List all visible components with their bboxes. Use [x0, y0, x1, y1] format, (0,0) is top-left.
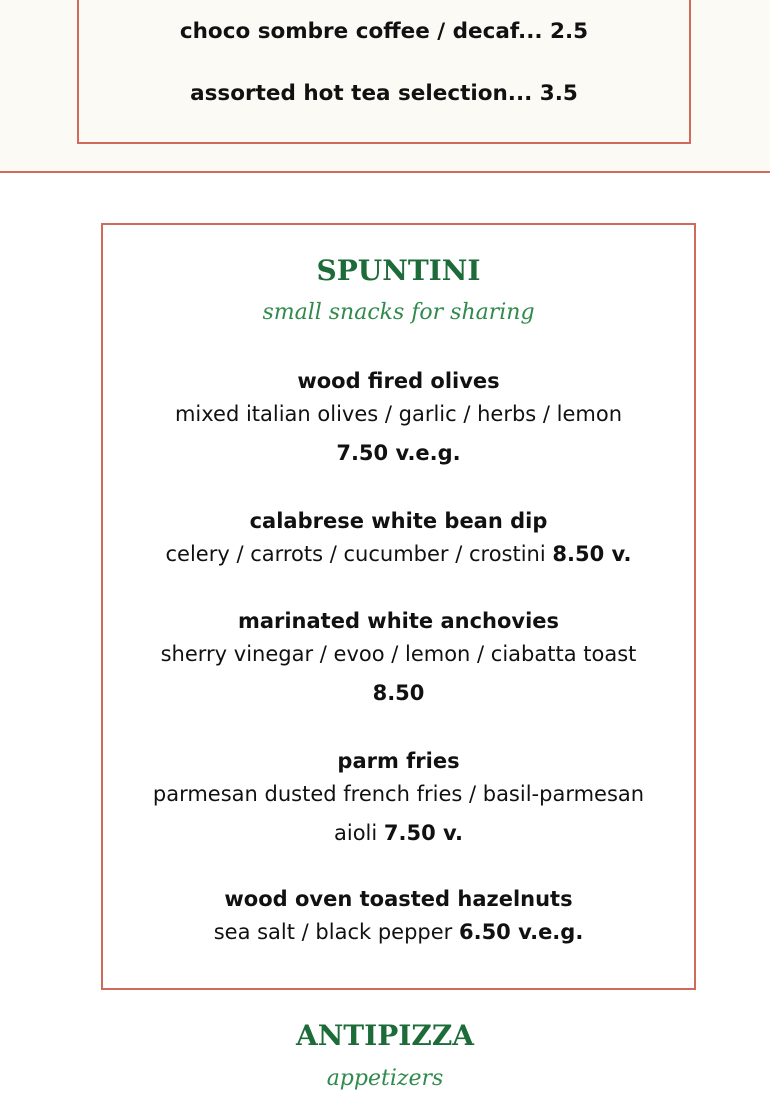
item-description-line: [103, 535, 694, 574]
antipizza-title: ANTIPIZZA: [295, 1019, 474, 1052]
menu-item: [103, 507, 694, 574]
menu-item-hot-tea: assorted hot tea selection... 3.5: [190, 81, 578, 106]
item-description: parmesan dusted french fries / basil-parmesan: [152, 782, 645, 806]
item-description: sherry vinegar / evoo / lemon / ciabatta toast: [160, 642, 637, 666]
item-name: wood fired olives: [297, 369, 500, 393]
item-price: 7.50 v.: [383, 821, 463, 845]
item-description: celery / carrots / cucumber / crostini: [165, 542, 546, 566]
item-price: 8.50 v.: [552, 542, 632, 566]
item-price: 7.50 v.e.g.: [336, 441, 461, 465]
menu-item: [103, 607, 694, 713]
beverages-section: [0, 0, 770, 173]
item-name: wood oven toasted hazelnuts: [224, 887, 573, 911]
item-description: mixed italian olives / garlic / herbs / lemon: [174, 402, 623, 426]
item-price: 6.50 v.e.g.: [458, 920, 584, 944]
item-description: sea salt / black pepper: [213, 920, 453, 944]
item-description-line: [103, 913, 694, 952]
menu-item-choco-coffee: choco sombre coffee / decaf... 2.5: [179, 19, 589, 44]
menu-item: [103, 885, 694, 952]
beverages-box: [77, 0, 691, 144]
menu-item: [103, 367, 694, 473]
item-name: marinated white anchovies: [237, 609, 560, 633]
spuntini-section: [101, 223, 696, 990]
item-name: parm fries: [337, 749, 460, 773]
section-title: SPUNTINI: [316, 254, 481, 287]
item-description-line: [103, 814, 694, 853]
item-name: calabrese white bean dip: [249, 509, 548, 533]
item-description-cont: aioli: [334, 821, 378, 845]
menu-item: [103, 747, 694, 853]
section-subtitle: small snacks for sharing: [262, 300, 535, 325]
item-price: 8.50: [372, 681, 425, 705]
antipizza-subtitle: appetizers: [326, 1066, 444, 1091]
